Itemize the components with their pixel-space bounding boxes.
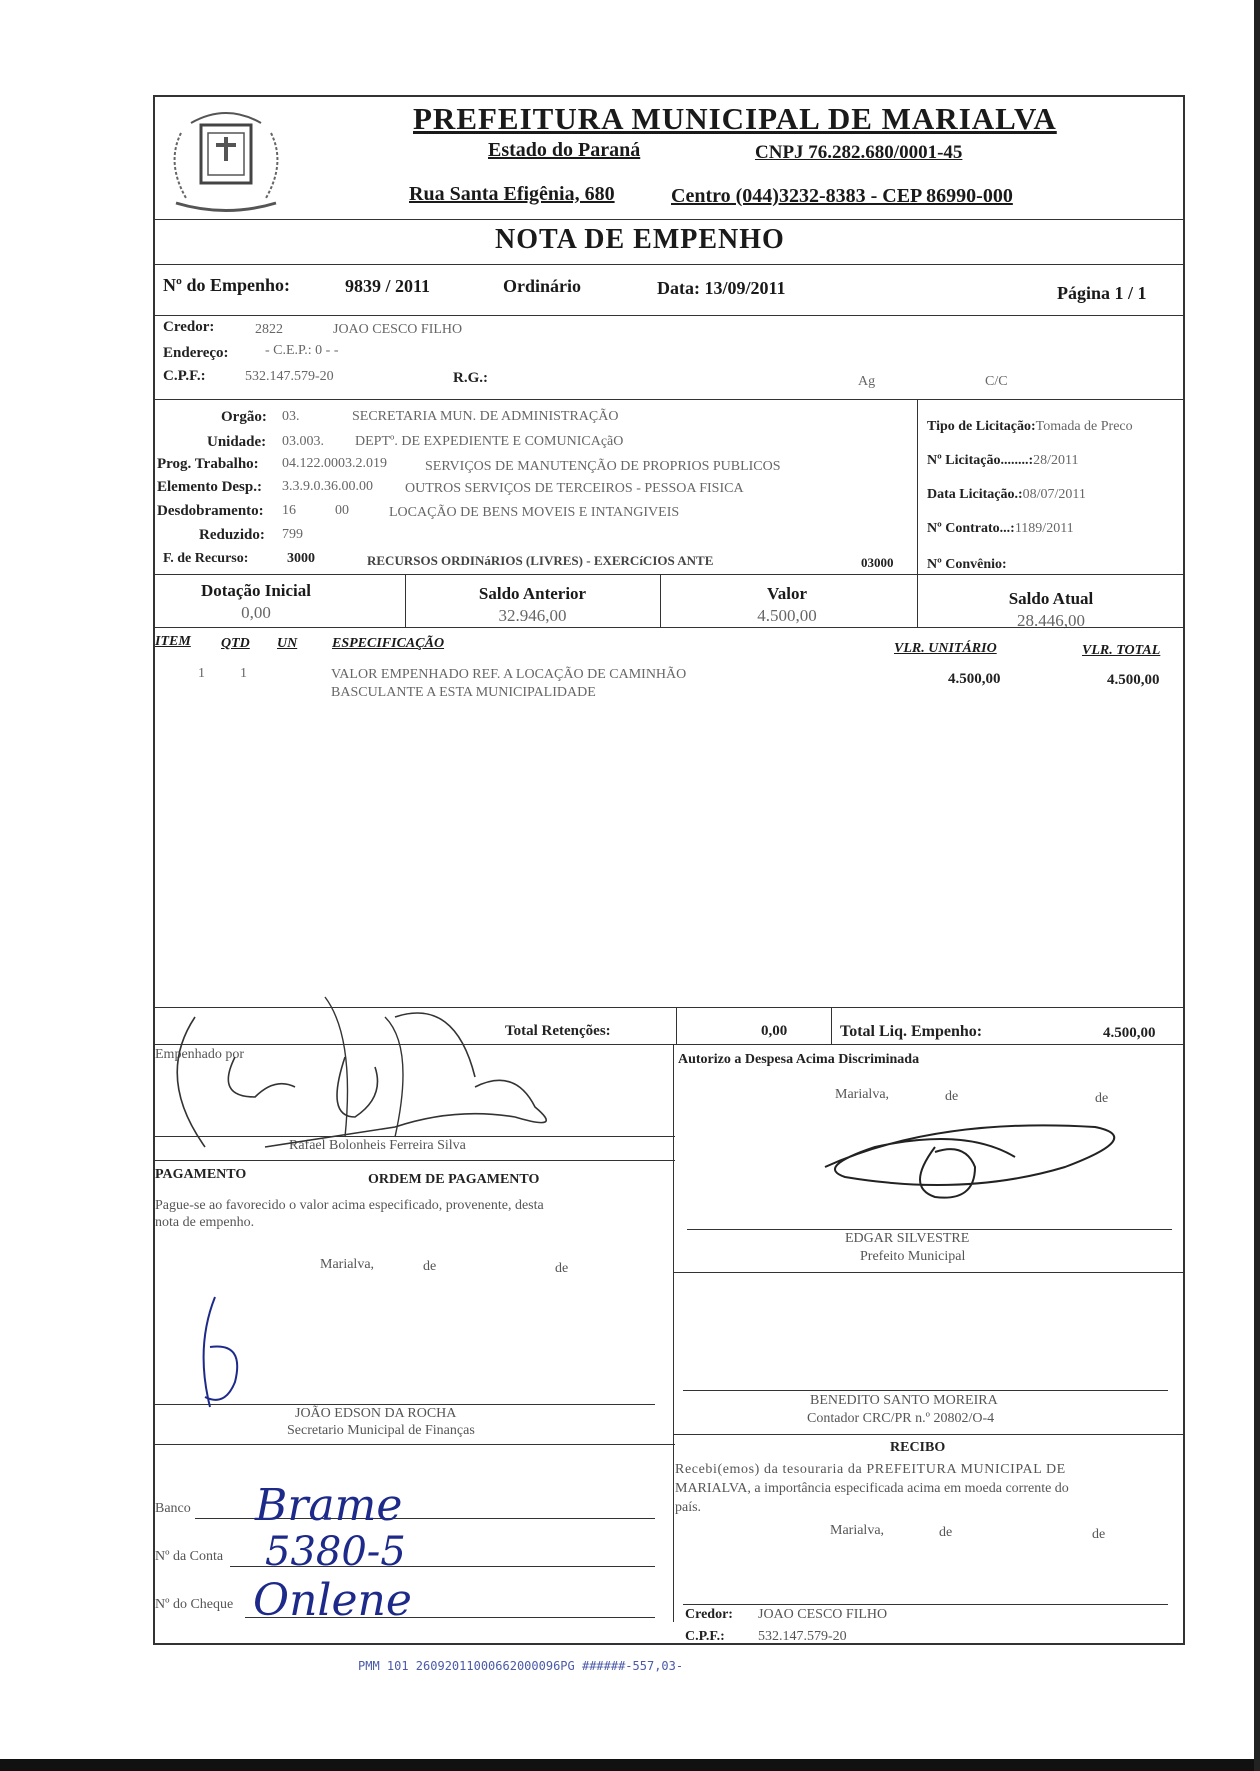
ordem-pagamento-label: ORDEM DE PAGAMENTO xyxy=(368,1172,540,1187)
dotacao-inicial-value: 0,00 xyxy=(241,603,271,622)
col-qtd: QTD xyxy=(221,636,250,651)
recibo-label: RECIBO xyxy=(890,1440,946,1455)
total-liquido-value: 4.500,00 xyxy=(1103,1025,1156,1041)
saldo-atual-value: 28.446,00 xyxy=(1017,611,1085,630)
cpf-label: C.P.F.: xyxy=(163,368,206,384)
item-desc-line1: VALOR EMPENHADO REF. A LOCAÇÃO DE CAMINHÃO xyxy=(331,667,687,682)
contrato-num-value: 1189/2011 xyxy=(1014,521,1074,536)
orgao-desc: SECRETARIA MUN. DE ADMINISTRAÇÃO xyxy=(352,409,619,424)
recibo-text-line2: MARIALVA, a importância especificada acima em moeda corrente do xyxy=(675,1481,1069,1496)
cnpj: CNPJ 76.282.680/0001-45 xyxy=(755,142,963,163)
prefeito-signature xyxy=(815,1107,1135,1217)
nota-empenho-document xyxy=(153,95,1185,1645)
cpf-value: 532.147.579-20 xyxy=(245,369,334,384)
contrato-num-text: Nº Contrato...: xyxy=(927,521,1015,536)
licitacao-tipo-label xyxy=(927,419,1133,435)
scan-edge xyxy=(0,1759,1260,1771)
conta-label: Nº da Conta xyxy=(155,1549,224,1564)
cheque-label: Nº do Cheque xyxy=(155,1597,234,1612)
pagamento-de-2: de xyxy=(555,1261,569,1276)
district-phone: Centro (044)3232-8383 - CEP 86990-000 xyxy=(671,185,1013,207)
item-qtd: 1 xyxy=(240,666,247,681)
total-retencoes-value: 0,00 xyxy=(761,1023,788,1039)
contador-role: Contador CRC/PR n.º 20802/O-4 xyxy=(807,1411,995,1426)
dotacao-inicial-label: Dotação Inicial xyxy=(200,581,312,600)
convenio-label: Nº Convênio: xyxy=(927,557,1007,572)
recurso-desc: RECURSOS ORDINáRIOS (LIVRES) - EXERCíCIOS ANTE xyxy=(367,553,714,568)
scan-edge-right xyxy=(1254,0,1260,1771)
autorizo-de-1: de xyxy=(945,1089,959,1104)
saldo-atual-label: Saldo Atual xyxy=(1008,589,1094,608)
conta-handwritten: 5380-5 xyxy=(265,1529,406,1575)
pague-text-line2: nota de empenho. xyxy=(155,1215,255,1230)
desdobramento-desc: LOCAÇÃO DE BENS MOVEIS E INTANGIVEIS xyxy=(389,505,680,520)
footer-code: PMM 101 26092011000662000096PG ######-557,03- xyxy=(358,1659,684,1673)
address: Rua Santa Efigênia, 680 xyxy=(409,183,615,205)
recurso-label: F. de Recurso: xyxy=(163,551,249,566)
desdobramento-code1: 16 xyxy=(282,503,296,518)
col-un: UN xyxy=(277,636,298,651)
document-title: NOTA DE EMPENHO xyxy=(495,224,785,255)
total-liquido-label: Total Liq. Empenho: xyxy=(840,1023,983,1040)
reduzido-label: Reduzido: xyxy=(199,527,265,543)
contrato-num xyxy=(927,521,1074,537)
desdobramento-label: Desdobramento: xyxy=(157,503,264,519)
unidade-desc: DEPTº. DE EXPEDIENTE E COMUNICAçãO xyxy=(355,434,624,449)
prog-label: Prog. Trabalho: xyxy=(157,456,259,472)
prog-code: 04.122.0003.2.019 xyxy=(282,456,387,471)
col-vlr-total: VLR. TOTAL xyxy=(1082,643,1161,658)
credor-name: JOAO CESCO FILHO xyxy=(333,322,463,337)
reduzido-value: 799 xyxy=(282,527,303,542)
col-item: ITEM xyxy=(155,634,191,649)
endereco-value: - C.E.P.: 0 - - xyxy=(265,343,339,358)
recibo-de-1: de xyxy=(939,1525,953,1540)
pagamento-de-1: de xyxy=(423,1259,437,1274)
state-name: Estado do Paraná xyxy=(488,139,641,161)
recibo-credor-label: Credor: xyxy=(685,1607,733,1622)
total-retencoes-label: Total Retenções: xyxy=(505,1023,611,1039)
licitacao-data-value: 08/07/2011 xyxy=(1022,487,1086,502)
col-especificacao: ESPECIFICAÇÃO xyxy=(332,636,445,651)
elemento-label: Elemento Desp.: xyxy=(157,479,262,495)
recurso-code2: 03000 xyxy=(861,555,894,570)
col-vlr-unitario: VLR. UNITÁRIO xyxy=(894,641,997,656)
banco-handwritten: Brame xyxy=(255,1480,403,1531)
prefeitura-title: PREFEITURA MUNICIPAL DE MARIALVA xyxy=(413,101,1057,136)
licitacao-num xyxy=(927,453,1078,469)
empenhado-por-label: Empenhado por xyxy=(155,1047,245,1062)
pague-text-line1: Pague-se ao favorecido o valor acima especificado, provenente, desta xyxy=(155,1198,544,1213)
item-desc-line2: BASCULANTE A ESTA MUNICIPALIDADE xyxy=(331,685,596,700)
item-number: 1 xyxy=(198,666,205,681)
recurso-code: 3000 xyxy=(287,551,315,566)
coat-of-arms-logo xyxy=(161,103,291,218)
recibo-marialva: Marialva, xyxy=(830,1523,885,1538)
credor-label: Credor: xyxy=(163,319,215,335)
saldo-anterior-label: Saldo Anterior xyxy=(478,584,587,603)
banco-label: Banco xyxy=(155,1501,191,1516)
pagamento-label: PAGAMENTO xyxy=(155,1167,247,1182)
secretario-role: Secretario Municipal de Finanças xyxy=(287,1423,475,1438)
recibo-cpf-label: C.P.F.: xyxy=(685,1629,725,1644)
prefeito-role: Prefeito Municipal xyxy=(860,1249,966,1264)
item-total-value: 4.500,00 xyxy=(1107,672,1160,688)
recibo-credor-name: JOAO CESCO FILHO xyxy=(758,1607,888,1622)
autorizo-marialva: Marialva, xyxy=(835,1087,890,1102)
licitacao-num-value: 28/2011 xyxy=(1033,453,1079,468)
desdobramento-code2: 00 xyxy=(335,503,349,518)
rg-label: R.G.: xyxy=(453,370,488,386)
valor-value: 4.500,00 xyxy=(757,606,817,625)
autorizo-label: Autorizo a Despesa Acima Discriminada xyxy=(678,1052,920,1067)
empenhado-name: Rafael Bolonheis Ferreira Silva xyxy=(289,1138,466,1153)
contador-name: BENEDITO SANTO MOREIRA xyxy=(810,1393,998,1408)
endereco-label: Endereço: xyxy=(163,345,229,361)
credor-code: 2822 xyxy=(255,322,283,337)
cc-label: C/C xyxy=(985,374,1008,389)
empenho-number: 9839 / 2011 xyxy=(345,276,431,296)
elemento-desc: OUTROS SERVIÇOS DE TERCEIROS - PESSOA FISICA xyxy=(405,481,744,496)
secretario-name: JOÃO EDSON DA ROCHA xyxy=(295,1406,457,1421)
prog-desc: SERVIÇOS DE MANUTENÇÃO DE PROPRIOS PUBLICOS xyxy=(425,459,781,474)
prefeito-name: EDGAR SILVESTRE xyxy=(845,1231,970,1246)
ag-label: Ag xyxy=(858,374,876,389)
unidade-label: Unidade: xyxy=(207,434,267,450)
valor-label: Valor xyxy=(767,584,807,603)
cheque-handwritten: Onlene xyxy=(253,1575,412,1626)
item-unit-value: 4.500,00 xyxy=(948,671,1001,687)
recibo-cpf-value: 532.147.579-20 xyxy=(758,1629,847,1644)
empenho-date: Data: 13/09/2011 xyxy=(657,278,786,298)
licitacao-tipo-value: Tomada de Preco xyxy=(1035,419,1133,434)
recibo-text-line3: país. xyxy=(675,1500,702,1515)
licitacao-tipo-text: Tipo de Licitação: xyxy=(927,419,1036,434)
secretario-signature xyxy=(175,1287,265,1427)
autorizo-de-2: de xyxy=(1095,1091,1109,1106)
orgao-code: 03. xyxy=(282,409,300,424)
empenho-number-label: Nº do Empenho: xyxy=(163,275,290,295)
saldo-anterior-value: 32.946,00 xyxy=(498,606,567,625)
pagamento-marialva: Marialva, xyxy=(320,1257,375,1272)
elemento-code: 3.3.9.0.36.00.00 xyxy=(282,479,373,494)
empenho-type: Ordinário xyxy=(503,276,582,296)
licitacao-num-text: Nº Licitação........: xyxy=(927,453,1034,468)
page-number: Página 1 / 1 xyxy=(1057,283,1147,303)
licitacao-data xyxy=(927,487,1086,503)
recibo-text-line1: Recebi(emos) da tesouraria da PREFEITURA MUNICIPAL DE xyxy=(675,1462,1066,1477)
recibo-de-2: de xyxy=(1092,1527,1106,1542)
unidade-code: 03.003. xyxy=(282,434,324,449)
empenhado-signature xyxy=(95,957,615,1157)
licitacao-data-text: Data Licitação.: xyxy=(927,487,1023,502)
orgao-label: Orgão: xyxy=(221,409,267,425)
